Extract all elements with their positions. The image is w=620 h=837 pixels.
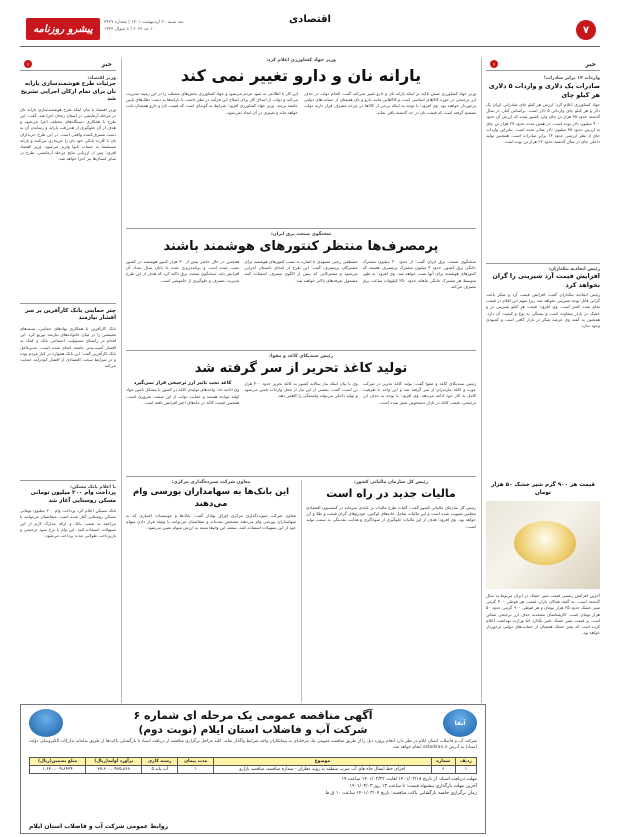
paper-body-3: وی ادامه داد: واحدهای تولیدی کاغذ در کشور با مشکل تامین مواد اولیه مواجه هستند و حمایت دولت از این صنعت ضروری است. همچنین قیمت کاغذ در ماه‌های اخیر افزایش یافته است. <box>126 387 240 405</box>
chevron-left-icon: ‹ <box>24 60 32 68</box>
tax-headline[interactable]: مالیات جدید در راه است <box>326 487 456 500</box>
table-header: موضوع <box>214 758 431 766</box>
tender-notice <box>20 704 486 834</box>
paper-headline[interactable]: تولید کاغذ تحریر از سر گرفته شد <box>194 361 408 376</box>
table-header: شماره <box>431 758 455 766</box>
bowl-image <box>514 521 576 565</box>
paper-kicker: رئیس سندیکای کاغذ و مقوا: <box>269 354 333 359</box>
maskan-headline[interactable]: پرداخت وام ۲۰۰ میلیون تومانی مسکن روستایی آغاز شد <box>30 489 116 504</box>
maskan-body: بانک مسکن اعلام کرد پرداخت وام ۲۰۰ میلیون تومانی مسکن روستایی آغاز شده است. متقاضیان می‌توانند با مراجعه به شعب بانک و ارائه مدارک لازم از این تسهیلات استفاده کنند. این وام با نرخ سود ترجیحی و بازپرداخت طولانی مدت پرداخت می‌شود. <box>20 508 116 538</box>
table-header: مبلغ تضمین(ریال) <box>30 758 86 766</box>
electricity-article <box>126 232 476 348</box>
notice-deadline-docs: مهلت دریافت اسناد: از تاریخ ۱۴۰۱/۰۲/۱۸ لغایت ۱۴۰۱/۰۲/۲۲ ساعت ۱۹ <box>341 777 477 782</box>
section-title: اقتصادی <box>289 14 331 25</box>
karafarin-body: بانک کارآفرین با همکاری نهادهای حمایتی، بسته‌های معیشتی را در میان خانواده‌های نیازمند توزیع کرد. این اقدام در راستای مسئولیت اجتماعی بانک و کمک به اقشار آسیب‌پذیر جامعه انجام شده است. مدیرعامل بانک کارآفرین گفت: این بانک همواره در کنار مردم بوده و در شرایط سخت اقتصادی از اقشار کم‌درآمد حمایت می‌کند. <box>20 325 116 369</box>
table-row <box>30 766 477 774</box>
formula-headline[interactable]: قیمت هر ۹۰۰ گرم شیر خشک ۵۰ هزار تومان <box>491 482 595 496</box>
table-cell: اجرای خط انتقال چاه های آب شرب منطقه یه روبه دهلران - شماره مناقصه، مناقصه بازارو <box>214 766 431 774</box>
electricity-body-1: سخنگوی صنعت برق ایران گفت: از حدود ۲۰ میلیون مشترک خانگی برق کشور، حدود ۴ میلیون مشترک پرمصرف هستند که کنتورهای هوشمند برای آنها نصب خواهد شد. وی افزود: به طور متوسط هر مشترک خانگی ماهانه حدود ۲۵۰ کیلووات ساعت برق مصرف می‌کند. <box>362 259 476 289</box>
table-cell: آب پایه ۵ <box>142 766 178 774</box>
table-header: ردیف <box>455 758 476 766</box>
left-sidebar-label: خبر <box>101 60 112 68</box>
bread-kicker: وزیر اقتصاد: <box>87 76 116 81</box>
issue-date-line: سه شنبه ۲۰ اردیبهشت ۱۴۰۱ | شماره ۳۴۲۷ <box>104 20 184 25</box>
notice-deadline-bid: آخرین مهلت بارگذاری پیشنهاد قیمت: تا ساعت ۱۳ روز ۱۴۰۱/۰۳/۰۳ <box>349 783 477 789</box>
tax-body: رئیس کل سازمان مالیاتی کشور گفت: کلیات طرح مالیات بر عایدی سرمایه در کمیسیون اقتصادی مجلس تصویب شده است و این مالیات شامل خانه‌های لوکس، خودروهای گران قیمت و طلا و ارز خواهد بود. وی افزود: هدف از این مالیات جلوگیری از سوداگری و هدایت نقدینگی به سمت تولید است. <box>306 505 476 529</box>
bread-body: وزیر اقتصاد با بیان اینکه طرح هوشمندسازی یارانه نان در مرحله آزمایشی در استان زنجان اجرا شد، گفت: این طرح با همکاری دستگاه‌های مختلف اجرا می‌شود و هدف از آن جلوگیری از هدررفت یارانه و رساندن آن به دست مصرف‌کننده واقعی است. در این طرح خریداران نان با کارت بانکی خود نان را خریداری می‌کنند و یارانه مستقیما به حساب نانوا واریز می‌شود. وزیر اقتصاد افزود: پس از ارزیابی نتایج مرحله آزمایشی، طرح در سایر استان‌ها نیز اجرا خواهد شد. <box>20 106 116 162</box>
bourse-article <box>126 480 296 702</box>
maskan-kicker: با اعلام بانک مسکن: <box>70 484 116 490</box>
lead-article <box>126 58 476 226</box>
water-logo-left <box>29 709 63 737</box>
issue-date-line-gregorian: ۱۰ مه ۲۰۲۲ | ۸ شوال ۱۴۴۳ <box>104 27 155 32</box>
lead-kicker: وزیر جهاد کشاورزی اعلام کرد: <box>266 58 336 63</box>
notice-footer: روابط عمومی شرکت آب و فاضلاب استان ایلام <box>29 823 169 830</box>
sweets-body: رئیس اتحادیه بنکداران گفت: افزایش قیمت آرد و شکر باعث گرانی قابل توجه شیرینی نخواهد شد زیرا سهم این اقلام در قیمت تمام شده کمتر است. وی افزود: قیمت هر کیلو شیرینی تر و خشک در بازار متفاوت است و بستگی به نوع و کیفیت آن دارد. همچنین به گفته وی عرضه شکر در بازار کافی است و کمبودی وجود ندارد. <box>486 292 600 329</box>
formula-body: آخرین افزایش رسمی قیمت شیر خشک در ایران مربوط به سال گذشته است. به گفته فعالان بازار، قیمت هر قوطی ۴۰۰ گرمی شیر خشک حدود ۲۵ هزار تومان و هر قوطی ۹۰۰ گرمی حدود ۵۰ هزار تومان است. کارشناسان معتقدند حذف ارز ترجیحی ممکن است بر قیمت شیر خشک تاثیر بگذارد اما وزارت بهداشت اعلام کرده است که شیر خشک همچنان از حمایت‌های دولتی برخوردار خواهد بود. <box>486 593 600 636</box>
notice-title: آگهی مناقصه عمومی یک مرحله ای شماره ۶ <box>133 709 373 722</box>
bourse-headline[interactable]: این بانک‌ها به سهامداران بورسی وام می‌دهند <box>132 487 290 509</box>
bourse-kicker: معاون شرکت سپرده‌گذاری مرکزی: <box>171 480 251 485</box>
milk-powder-photo <box>486 501 600 589</box>
divider <box>486 263 600 264</box>
tea-body: جهاد کشاورزی اعلام کرد: ارزش هر کیلو چای صادراتی ایران یک دلار و هر کیلو چای وارداتی ۵ دلار است. براساس آمار، در سال گذشته حدود ۷۸ هزار تن چای وارد کشور شده که ارزش آن حدود ۴۰۰ میلیون دلار بوده است. در همین مدت حدود ۲۷ هزار تن چای به ارزش حدود ۳۸ میلیون دلار صادر شده است. بنابراین واردات چای از نظر ارزشی حدود ۱۴ برابر صادرات است. همچنین تولید داخلی چای در سال گذشته حدود ۲۶ هزار تن بوده است. <box>486 102 600 145</box>
electricity-headline[interactable]: پرمصرف‌ها منتظر کنتورهای هوشمند باشند <box>163 239 439 254</box>
table-header: برآورد اولیه(ریال) <box>86 758 142 766</box>
column-rule <box>481 58 482 703</box>
bourse-body: معاون شرکت سپرده‌گذاری مرکزی اوراق بهادار گفت: بانک‌ها و موسسات اعتباری که به سهامداران بورسی وام می‌دهند مشخص شده‌اند و متقاضیان می‌توانند با وثیقه قرار دادن سهام خود از این تسهیلات استفاده کنند. سقف این وام‌ها بسته به ارزش سهام تعیین می‌شود. <box>126 513 296 531</box>
column-rule <box>301 480 302 702</box>
divider <box>126 350 476 351</box>
column-rule <box>121 58 122 703</box>
lead-body-left: این کار با اطلاعی به سود مردم می‌شود و جهاد کشاورزی بخش‌های مختلف را در این زمینه مدیریت می‌کند و دولت از ابتدای کار برای اصلاح این فرآیند در نظر داشت تا یارانه‌ها به دست دهک‌های پایین جامعه برسد. وزیر جهاد کشاورزی افزود: شرایط به گونه‌ای است که قیمت نان و دارو همچنان ثابت خواهد ماند و تغییری در آن ایجاد نمی‌شود. <box>126 91 298 115</box>
right-sidebar-label: خبر <box>585 60 596 68</box>
divider <box>20 303 116 304</box>
table-cell: ۱ <box>178 766 214 774</box>
paper-subhead: کاغذ تحت تاثیر ارز ترجیحی قرار نمی‌گیرد <box>133 381 232 386</box>
sweets-kicker: رئیس اتحادیه بنکداران: <box>548 267 600 272</box>
tea-kicker: واردات ۱۴ برابر صادرات! <box>543 76 600 81</box>
lead-body-right: وزیر جهاد کشاورزی ضمن تاکید بر اینکه یارانه نان و دارو تغییر نمی‌کند گفت: اقدام دولت در حذف ارز ترجیحی در حوزه کالاهای اساسی است و کالاهایی مانند دارو و نان همچنان از حمایت‌های دولتی برخوردار خواهند بود. وی افزود: با توجه به اینکه برخی از کالاها در چرخه مصرف قرار دارند دولت تصمیم گرفته است که قیمت نان در حد گذشته باقی بماند. <box>304 91 476 115</box>
divider <box>126 476 476 477</box>
table-cell: ۳۷،۶۰۰،۰۹۶۵،۸۶۸ <box>86 766 142 774</box>
masthead <box>0 0 620 55</box>
table-cell: ۱،۶۳۰،۰۰۹،۸۴۳۴ <box>30 766 86 774</box>
bread-headline[interactable]: جزئیات طرح هوشمندسازی یارانه نان برای تمام ارکان اجرایی تشریح شد <box>20 81 116 103</box>
karafarin-headline[interactable]: چتر حمایتی بانک کارآفرین بر سر اقشار نیازمند <box>25 307 116 322</box>
electricity-body-2: مصطفی رجبی مشهدی با اشاره به نصب کنتورهای هوشمند برای مشترکان پرمصرف گفت: این طرح از ابتدای تابستان اجرایی می‌شود و مشترکانی که بیش از الگوی مصرف استفاده کنند مشمول تعرفه‌های بالاتر خواهند شد. <box>244 259 358 283</box>
divider <box>126 228 476 229</box>
newspaper-logo[interactable]: پیشرو روزنامه <box>26 18 100 40</box>
chevron-left-icon: ‹ <box>490 60 498 68</box>
water-logo-right <box>443 709 477 737</box>
notice-subtitle: شرکت آب و فاضلاب استان ایلام (نوبت دوم) <box>138 724 368 736</box>
notice-opening-date: زمان برگزاری جلسه بازگشایی پاکت مناقصه: تاریخ ۱۴۰۱/۰۳/۰۷ ساعت ۱۰ ق.ظ <box>325 790 477 796</box>
left-sidebar <box>20 58 116 703</box>
tender-table-header <box>30 758 477 766</box>
masthead-rule <box>20 46 600 47</box>
table-cell: ۱ <box>455 766 476 774</box>
page-number-badge: ۷ <box>576 20 596 40</box>
left-sidebar-tab <box>20 58 116 71</box>
paper-body-1: رئیس سندیکای کاغذ و مقوا گفت: تولید کاغذ تحریر در شرکت چوب و کاغذ مازندران از سر گرفته شد و این واحد با ظرفیت کامل به کار خود ادامه می‌دهد. وی افزود: با توجه به حذف ارز ترجیحی، قیمت کاغذ در بازار دستخوش تغییر شده است. <box>362 381 476 405</box>
table-header: رشته کاری <box>142 758 178 766</box>
right-sidebar-tab <box>486 58 600 71</box>
electricity-kicker: سخنگوی صنعت برق ایران: <box>270 232 332 237</box>
table-header: مدت پیمان <box>178 758 214 766</box>
paper-article <box>126 354 476 474</box>
paper-body-2: وی با بیان اینکه نیاز سالانه کشور به کاغذ تحریر حدود ۴۰۰ هزار تن است، گفت: بخشی از این نیاز از محل واردات تامین می‌شود و تولید داخلی می‌تواند وابستگی را کاهش دهد. <box>244 381 358 399</box>
table-cell: ۶ <box>431 766 455 774</box>
sweets-headline[interactable]: افزایش قیمت آرد شیرینی را گران نخواهد کرد <box>492 272 600 289</box>
electricity-body-3: همچنین در حال حاضر بیش از ۳۰ هزار کنتور هوشمند در کشور نصب شده است و برنامه‌ریزی شده تا پایان سال تعداد آن افزایش یابد. سخنگوی صنعت برق تاکید کرد که هدف از این طرح مدیریت مصرف و جلوگیری از خاموشی است. <box>126 259 240 283</box>
notice-intro: شرکت آب و فاضلاب استان ایلام در نظر دارد انجام پروژه ذیل را از طریق مناقصه عمومی یک مرحله‌ای به پیمانکاران واجد شرایط واگذار نماید. کلیه مراحل برگزاری مناقصه از دریافت اسناد تا بازگشایی پاکت‌ها از طریق سامانه تدارکات الکترونیکی دولت (ستاد) به آدرس setadiran.ir انجام خواهد شد. <box>29 739 477 751</box>
tender-table <box>29 757 477 774</box>
tax-article <box>306 480 476 702</box>
lead-headline[interactable]: یارانه نان و دارو تغییر نمی کند <box>180 66 422 85</box>
divider <box>20 480 116 481</box>
tea-headline[interactable]: صادرات یک دلاری و واردات ۵ دلاری هر کیلو چای <box>488 82 600 99</box>
right-sidebar <box>486 58 600 703</box>
tax-kicker: رئیس کل سازمان مالیاتی کشور: <box>353 480 429 485</box>
water-logo-text: آبفا <box>454 719 466 727</box>
